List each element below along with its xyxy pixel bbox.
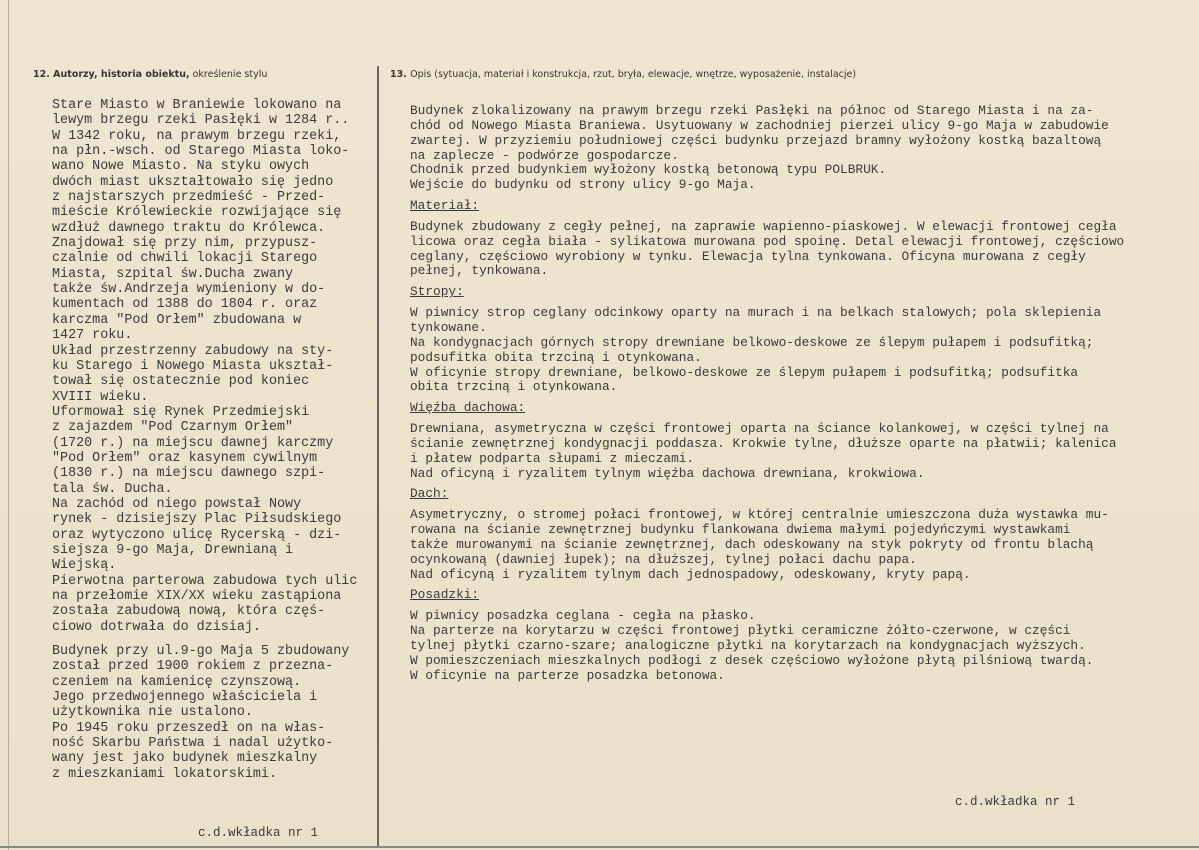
history-heading-rest: określenie stylu <box>189 69 268 80</box>
text-line: wany jest jako budynek mieszkalny <box>52 751 318 767</box>
text-line: na zaplecze - podwórze gospodarcze. <box>410 147 679 163</box>
text-line: Jego przedwojennego właściciela i <box>52 690 318 706</box>
text-line: lewym brzegu rzeki Pasłęki w 1284 r.. <box>52 113 350 129</box>
continuation-note-right: c.d.wkładka nr 1 <box>955 795 1076 809</box>
text-line: tala św. Ducha. <box>52 481 173 497</box>
text-line: ku Starego i Nowego Miasta ukształ- <box>52 358 334 374</box>
text-line: ocynkowaną (dawniej łupek); na dłuższej, tylnej połaci dachu papa. <box>410 551 917 567</box>
section-body <box>410 609 1190 683</box>
text-line: Drewniana, asymetryczna w części frontowej oparta na ściance kolankowej, w części tylnej na <box>410 421 1109 437</box>
description-heading-number: 13. <box>390 69 407 80</box>
text-line: rowana na ścianie zewnętrznej budynku flankowana dwiema małymi pojedyńczymi wystawkami <box>410 522 1071 538</box>
text-line: ciowo dotrwała do dzisiaj. <box>52 619 261 635</box>
description-text <box>410 104 1190 684</box>
text-line: W 1342 roku, na prawym brzegu rzeki, <box>52 128 342 144</box>
text-line: Stare Miasto w Braniewie lokowano na <box>52 98 342 113</box>
section-title: Dach: <box>410 486 449 502</box>
text-line: karczma "Pod Orłem" zbudowana w <box>52 312 302 328</box>
text-line: Miasta, szpital św.Ducha zwany <box>52 266 294 282</box>
section-title: Posadzki: <box>410 587 480 603</box>
text-line: XVIII wieku. <box>52 389 149 405</box>
text-line: Na parterze na korytarzu w części frontowej płytki ceramiczne żółto-czerwone, w części <box>410 623 1071 639</box>
text-line: Pierwotna parterowa zabudowa tych ulic <box>52 573 358 589</box>
text-line: także murowanymi na ścianie zewnętrznej, dach odeskowany na styk pokryty od frontu blachą <box>410 536 1094 552</box>
text-line: Budynek zbudowany z cegły pełnej, na zaprawie wapienno-piaskowej. W elewacji frontowej cegła <box>410 218 1117 234</box>
text-line: W pomieszczeniach mieszkalnych podłogi z desek częściowo wyłożone płytą pilśniową twardą. <box>410 652 1094 668</box>
column-divider <box>377 66 379 846</box>
text-line: Uformował się Rynek Przedmiejski <box>52 404 310 420</box>
section-body <box>410 422 1190 481</box>
text-line: podsufitka obita trzciną i otynkowana. <box>410 349 702 365</box>
text-line: Układ przestrzenny zabudowy na sty- <box>52 343 334 359</box>
description-heading-text: Opis (sytuacja, materiał i konstrukcja, rzut, bryła, elewacje, wnętrze, wyposażenie, instalacje) <box>410 69 857 80</box>
section-title: Materiał: <box>410 198 480 214</box>
text-line: została zabudową nową, która częś- <box>52 604 326 620</box>
text-line: Znajdował się przy nim, przypusz- <box>52 236 318 252</box>
text-line: i płatew podparta słupami z mieczami. <box>410 450 695 466</box>
text-line: tylnej płytki czarno-szare; analogiczne płytki na korytarzach na kondygnacjach wyższych. <box>410 638 1086 653</box>
text-line: także św.Andrzeja wymieniony w do- <box>52 282 326 298</box>
intro-paragraph <box>410 104 1190 193</box>
continuation-note-left: c.d.wkładka nr 1 <box>198 826 319 840</box>
text-line: W piwnicy strop ceglany odcinkowy oparty na murach i na belkach stalowych; pola sklepienia <box>410 305 1102 321</box>
text-line: na płn.-wsch. od Starego Miasta loko- <box>52 144 350 160</box>
section-title: Więźba dachowa: <box>410 400 526 416</box>
text-line: Na kondygnacjach górnych stropy drewniane belkowo-deskowe ze ślepym pułapem i podsufitką; <box>410 334 1094 350</box>
text-line: został przed 1900 rokiem z przezna- <box>52 659 334 675</box>
page-edge-line <box>8 0 9 850</box>
text-line: czalnie od chwili lokacji Starego <box>52 251 318 267</box>
bottom-border <box>0 846 1199 848</box>
history-heading-bold: Autorzy, historia obiektu, <box>53 69 190 80</box>
text-line: czeniem na kamienicę czynszową. <box>52 674 302 690</box>
text-line: W oficynie na parterze posadzka betonowa. <box>410 667 725 683</box>
text-line: tynkowane. <box>410 319 487 335</box>
text-line: Po 1945 roku przeszedł on na włas- <box>52 720 326 736</box>
section-body <box>410 306 1190 395</box>
text-line: W oficynie stropy drewniane, belkowo-deskowe ze ślepym pułapem i podsufitką; podsufitka <box>410 364 1079 380</box>
history-text <box>52 98 374 782</box>
history-heading <box>33 69 267 80</box>
text-line: użytkownika nie ustalono. <box>52 705 253 721</box>
text-line: siejsza 9-go Maja, Drewnianą i <box>52 542 294 558</box>
section-body <box>410 220 1190 279</box>
text-line: (1720 r.) na miejscu dawnej karczmy <box>52 435 334 451</box>
text-line: Nad oficyną i ryzalitem tylnym więźba dachowa drewniana, krokwiowa. <box>410 465 925 481</box>
text-line: dwóch miast ukształtowało się jedno <box>52 174 334 190</box>
text-line: obita trzciną i otynkowana. <box>410 379 618 395</box>
text-line: licowa oraz cegła biała - sylikatowa murowana pod spoinę. Detal elewacji frontowej, częściowo <box>410 233 1125 249</box>
text-line: tował się ostatecznie pod koniec <box>52 374 310 390</box>
history-paragraph <box>52 644 374 782</box>
text-line: z mieszkaniami lokatorskimi. <box>52 766 277 782</box>
text-line: chód od Nowego Miasta Braniewa. Usytuowany w zachodniej pierzei ulicy 9-go Maja w zabudowie <box>410 117 1109 133</box>
text-line: "Pod Orłem" oraz kasynem cywilnym <box>52 450 318 466</box>
text-line: ceglany, częściowo wyrobiony w tynku. Elewacja tylna tynkowana. Oficyna murowana z cegły <box>410 248 1086 264</box>
text-line: 1427 roku. <box>52 328 133 344</box>
text-line: kumentach od 1388 do 1804 r. oraz <box>52 297 318 313</box>
text-line: W piwnicy posadzka ceglana - cegła na płasko. <box>410 608 756 624</box>
text-line: Wejście do budynku od strony ulicy 9-go Maja. <box>410 177 756 193</box>
text-line: mieście Królewieckie rozwijające się <box>52 205 342 221</box>
text-line: oraz wytyczono ulicę Rycerską - dzi- <box>52 527 342 543</box>
text-line: wzdłuż dawnego traktu do Królewca. <box>52 220 326 236</box>
text-line: Asymetryczny, o stromej połaci frontowej, w której centralnie umieszczona duża wystawka mu- <box>410 507 1109 523</box>
history-paragraph <box>52 98 374 635</box>
text-line: ścianie zewnętrznej kondygnacji poddasza. Krokwie tylne, dłuższe oparte na płatwii; kalenica <box>410 435 1117 451</box>
description-heading <box>390 69 856 80</box>
text-line: Budynek przy ul.9-go Maja 5 zbudowany <box>52 644 350 660</box>
section-body <box>410 508 1190 582</box>
text-line: z zajazdem "Pod Czarnym Orłem" <box>52 420 294 436</box>
section-title: Stropy: <box>410 284 464 300</box>
text-line: na przełomie XIX/XX wieku zastąpiona <box>52 589 342 604</box>
text-line: (1830 r.) na miejscu dawnego szpi- <box>52 466 326 482</box>
text-line: zwartej. W przyziemiu południowej części budynku przejazd bramny wyłożony kostką bazaltową <box>410 132 1102 148</box>
text-line: Wiejską. <box>52 558 117 574</box>
text-line: z najstarszych przedmieść - Przed- <box>52 190 326 206</box>
text-line: wano Nowe Miasto. Na styku owych <box>52 159 310 175</box>
text-line: Budynek zlokalizowany na prawym brzegu rzeki Pasłęki na północ od Starego Miasta i na za- <box>410 103 1094 118</box>
text-line: rynek - dzisiejszy Plac Piłsudskiego <box>52 512 342 528</box>
text-line: Chodnik przed budynkiem wyłożony kostką betonową typu POLBRUK. <box>410 162 887 178</box>
text-line: Na zachód od niego powstał Nowy <box>52 496 302 512</box>
text-line: pełnej, tynkowana. <box>410 263 549 279</box>
history-heading-number: 12. <box>33 69 50 80</box>
text-line: Nad oficyną i ryzalitem tylnym dach jednospadowy, odeskowany, kryty papą. <box>410 566 971 582</box>
text-line: ność Skarbu Państwa i nadal użytko- <box>52 736 334 752</box>
